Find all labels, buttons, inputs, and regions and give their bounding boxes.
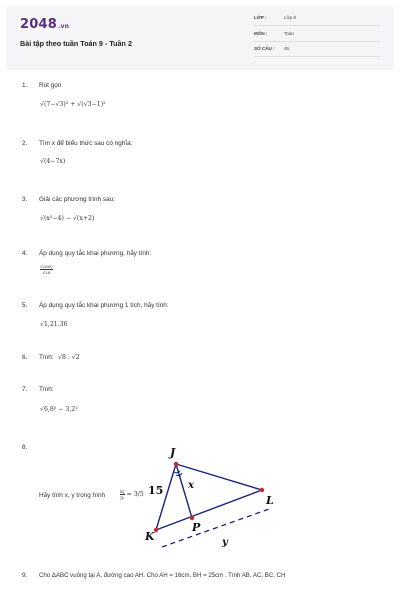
question-number: 6. [22,354,28,361]
logo [20,17,69,32]
question-text: Giải các phương trình sau: [39,196,115,203]
question-5-formula: √1,21.36 [40,321,68,328]
logo-text: 2048 [20,17,57,32]
question-text: Rút gọn [39,82,62,89]
point-J [174,462,178,466]
fraction-denominator: √28 [42,270,51,275]
meta-class-row [254,13,380,26]
meta-value: Toán [284,31,294,36]
fraction [120,489,125,500]
fraction-numerator: √2800 [40,264,53,269]
dashed-line [162,508,272,547]
meta-label: MÔN : [254,31,268,36]
meta-subject-row [254,29,380,42]
question-number: 5. [22,302,28,309]
meta-value: Lớp 9 [284,15,296,20]
question-number: 9. [22,572,28,579]
question-number: 3. [22,196,28,203]
fraction-numerator: KJ [120,489,125,494]
question-1-formula: √(7−√3)² + √(√3−1)² [40,101,106,108]
question-number: 7. [22,386,28,393]
question-text: Cho ΔABC vuông tại A, đường cao AH. Cho AH = 16cm, BH = 25cm . Tính AB, AC, BC, CH [39,572,286,579]
fraction [40,264,53,275]
question-number: 2. [22,140,28,147]
label-side-15: 15 [148,484,164,497]
question-3-formula: √(x²−4) − √(x+2) [40,215,95,222]
question-number: 1. [22,82,28,89]
question-text: Áp dụng quy tắc khai phương, hãy tính: [39,250,152,257]
label-L: L [266,494,274,507]
question-text: Hãy tính x, y trong hình [39,492,106,499]
meta-value: 46 [284,46,290,51]
triangle-figure [140,442,280,554]
meta-label: SỐ CÂU : [254,46,275,51]
page-title: Bài tập theo tuần Toán 9 - Tuần 2 [20,39,132,48]
label-x: x [188,480,194,491]
meta-label: LỚP : [254,15,267,20]
point-L [260,488,264,492]
label-P: P [192,521,201,534]
label-J: J [170,446,176,459]
logo-suffix: .vn [57,23,70,30]
meta-count-row [254,44,380,57]
label-K: K [145,530,155,543]
question-text: Tìm x để biểu thức sau có nghĩa: [39,140,133,147]
side-KL [156,490,262,530]
fraction-denominator: JL [120,495,125,500]
question-text: Áp dụng quy tắc khai phương 1 tích, hãy tính: [39,302,169,309]
point-P [190,516,194,520]
side-JK [156,464,176,530]
question-6-formula: √8 . √2 [58,354,80,361]
question-2-formula: √(4−7x) [40,158,66,165]
question-text: Tính: [39,354,54,361]
label-y: y [222,537,228,548]
question-7-formula: √6,8² − 3,2² [40,406,78,413]
ratio-tail: = 3/5 [126,491,144,498]
question-4-formula [40,264,53,275]
question-number: 8. [22,444,28,451]
question-text: Tính: [39,386,54,393]
question-number: 4. [22,250,28,257]
